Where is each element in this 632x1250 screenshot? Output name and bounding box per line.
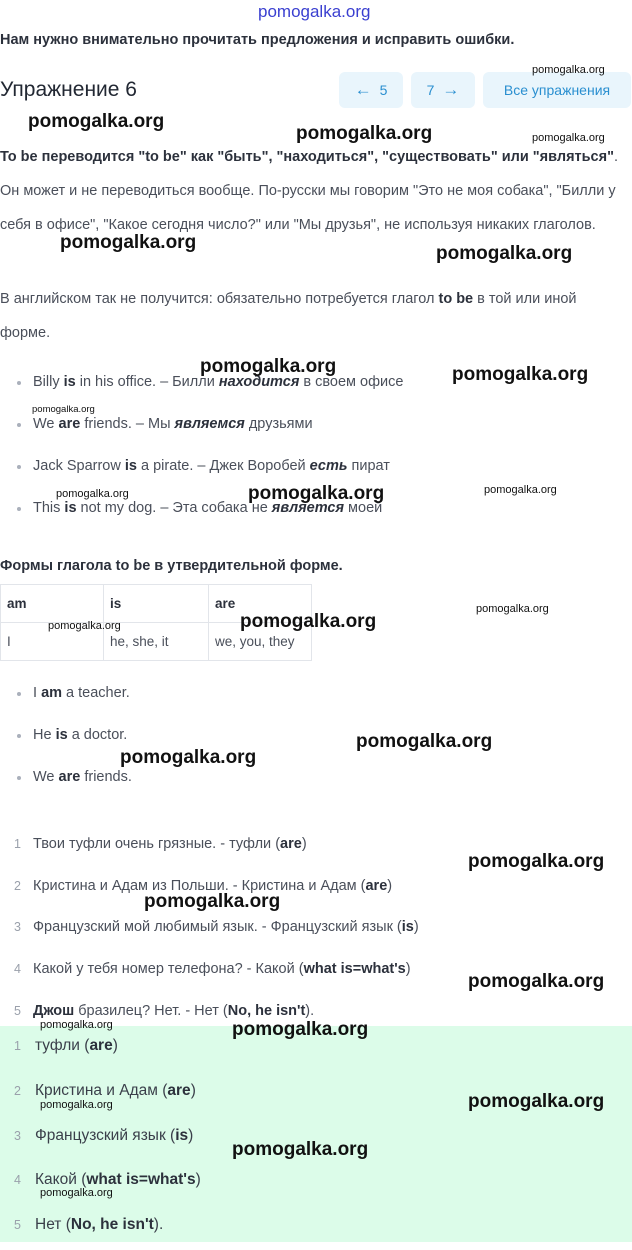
answer-text: Французский язык (is) (35, 1126, 194, 1144)
theory-paragraph-1 (0, 140, 626, 242)
theory-bold: To be переводится "to be" как "быть", "находиться", "существовать" или "являться" (0, 149, 614, 165)
answer-text: Нет (No, he isn't). (35, 1216, 164, 1234)
watermark: pomogalka.org (436, 243, 573, 264)
table-header-cell: is (104, 585, 209, 623)
forms-heading: Формы глагола to be в утвердительной форме. (0, 558, 343, 574)
watermark: pomogalka.org (532, 132, 605, 144)
theory-text: в той или иной форме. (0, 291, 577, 341)
prev-exercise-button[interactable] (339, 72, 403, 108)
theory-bold: to be (438, 291, 474, 307)
exercise-number: 3 (14, 920, 21, 935)
watermark: pomogalka.org (452, 364, 589, 385)
table-cell: we, you, they (209, 623, 312, 661)
all-exercises-button[interactable] (483, 72, 631, 108)
answer-number: 1 (14, 1039, 21, 1053)
list-item: We are friends. – Мы являемся друзьями (0, 403, 620, 445)
watermark: pomogalka.org (356, 731, 493, 752)
watermark: pomogalka.org (232, 1139, 369, 1160)
answer-number: 5 (14, 1218, 21, 1233)
table-header-cell: am (1, 585, 104, 623)
exercise-text: Кристина и Адам из Польши. - Кристина и Адам (are) (33, 877, 393, 894)
watermark: pomogalka.org (468, 851, 605, 872)
answer-number: 3 (14, 1128, 21, 1143)
watermark: pomogalka.org (40, 1019, 113, 1031)
answer-number: 4 (14, 1173, 21, 1188)
answers-block (0, 1026, 632, 1242)
answer-number: 2 (14, 1083, 21, 1098)
answer-text: Кристина и Адам (are) (35, 1081, 196, 1099)
watermark: pomogalka.org (32, 404, 95, 415)
page-title: Упражнение 6 (0, 78, 137, 101)
watermark: pomogalka.org (28, 111, 165, 132)
watermark: pomogalka.org (40, 1187, 113, 1199)
watermark: pomogalka.org (56, 488, 129, 500)
table-cell: I (1, 623, 104, 661)
list-item: We are friends. (0, 756, 620, 798)
prev-exercise-label: 5 (379, 82, 388, 98)
answer-text: Какой (what is=what's) (35, 1171, 201, 1189)
exercise-number: 1 (14, 837, 21, 851)
watermark: pomogalka.org (60, 232, 197, 253)
exercise-number: 2 (14, 878, 21, 893)
watermark: pomogalka.org (120, 747, 257, 768)
watermark: pomogalka.org (468, 1091, 605, 1112)
theory-text: . Он может и не переводиться вообще. По-русски мы говорим "Это не моя собака", "Билли у себя в офисе", "Какое сегодня число?" или "Мы друзья", не используя никаких глаголов. (0, 149, 618, 233)
list-item: I am a teacher. (0, 672, 620, 714)
watermark: pomogalka.org (484, 484, 557, 496)
watermark: pomogalka.org (144, 891, 281, 912)
table-cell: he, she, it (104, 623, 209, 661)
next-exercise-label: 7 (426, 82, 435, 98)
answer-item (0, 1205, 632, 1250)
exercise-text: Французский мой любимый язык. - Французский язык (is) (33, 919, 419, 936)
exercise-number: 5 (14, 1003, 21, 1018)
watermark: pomogalka.org (532, 64, 605, 76)
list-item: He is a doctor. (0, 714, 620, 756)
watermark: pomogalka.org (48, 620, 121, 632)
list-item: Billy is in his office. – Билли находится в своем офисе (0, 361, 620, 403)
watermark: pomogalka.org (240, 611, 377, 632)
list-item: This is not my dog. – Эта собака не является моей (0, 487, 620, 529)
theory-text: В английском так не получится: обязательно потребуется глагол (0, 291, 439, 307)
watermark: pomogalka.org (232, 1019, 369, 1040)
watermark: pomogalka.org (40, 1099, 113, 1111)
all-exercises-label: Все упражнения (503, 82, 611, 98)
theory-paragraph-2 (0, 282, 626, 350)
watermark: pomogalka.org (468, 971, 605, 992)
form-example-list (0, 672, 620, 798)
table-header-cell: are (209, 585, 312, 623)
site-watermark-top: pomogalka.org (258, 2, 371, 21)
next-exercise-button[interactable] (411, 72, 475, 108)
arrow-right-icon: → (442, 80, 460, 99)
exercise-text: Джош бразилец? Нет. - Нет (No, he isn't). (33, 1002, 315, 1019)
list-item: Jack Sparrow is a pirate. – Джек Воробей есть пират (0, 445, 620, 487)
exercise-item (0, 907, 632, 949)
intro-text: Нам нужно внимательно прочитать предложения и исправить ошибки. (0, 32, 515, 48)
exercise-number: 4 (14, 962, 21, 977)
watermark: pomogalka.org (476, 603, 549, 615)
exercise-text: Какой у тебя номер телефона? - Какой (what is=what's) (33, 961, 411, 978)
watermark: pomogalka.org (296, 123, 433, 144)
arrow-left-icon: ← (354, 80, 372, 99)
answer-text: туфли (are) (35, 1037, 118, 1054)
exercise-text: Твои туфли очень грязные. - туфли (are) (33, 836, 307, 852)
watermark: pomogalka.org (248, 483, 385, 504)
watermark: pomogalka.org (200, 356, 337, 377)
